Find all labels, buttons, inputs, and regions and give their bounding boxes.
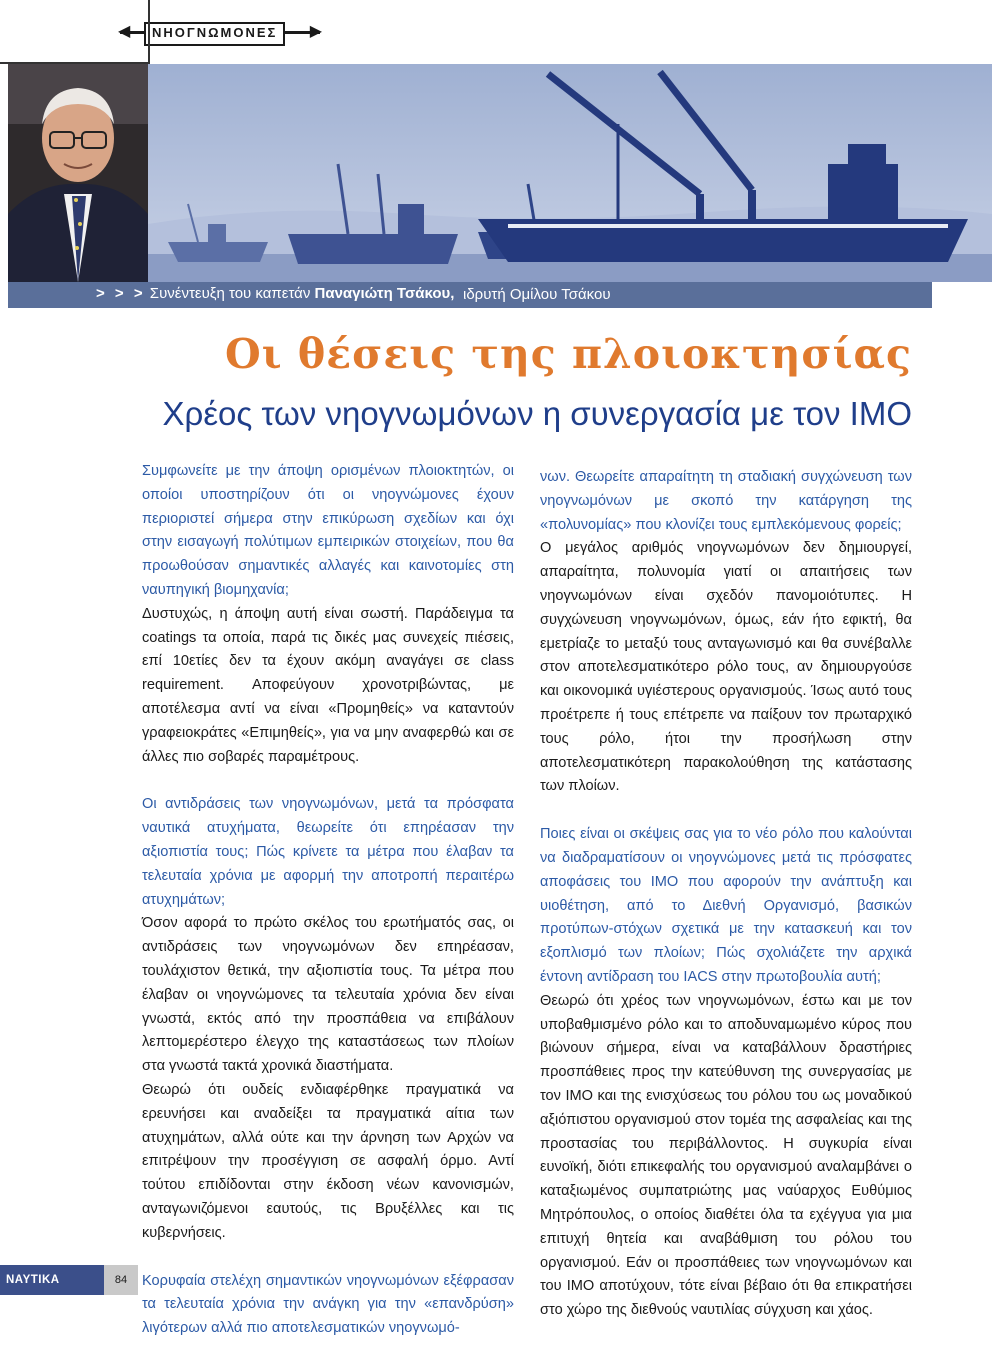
caption-name: Παναγιώτη Τσάκου, bbox=[314, 285, 455, 302]
caption-arrows: > > > bbox=[96, 285, 146, 302]
page-number: 84 bbox=[104, 1265, 138, 1295]
header-divider bbox=[148, 0, 150, 62]
caption-strip bbox=[8, 282, 932, 308]
question-2: Οι αντιδράσεις των νηογνωμόνων, μετά τα πρόσφατα ναυτικά ατυχήματα, θεωρείτε ότι επηρέασαν την αξιοπιστία τους; Πώς κρίνετε τα μέτρα που έλαβαν τα τελευταία χρόνια με αφορμή την αποτροπή περαιτέρω ατυχημάτων; bbox=[142, 796, 514, 908]
magazine-name: ΝΑΥΤΙΚΑ ΧΡΟΝΙΚΑ bbox=[0, 1265, 110, 1295]
caption-prefix bbox=[96, 285, 454, 302]
arrow-right-icon: ▶ bbox=[309, 23, 322, 40]
question-1: Συμφωνείτε με την άποψη ορισμένων πλοιοκτητών, οι οποίοι υποστηρίζουν ότι οι νηογνώμονες έχουν περιοριστεί σήμερα στην επικύρωση σχεδίων και όχι στην εισαγωγή πολύτιμων εμπειρικών στοιχείων, που θα προωθούσαν σημαντικές αλλαγές και καινοτομίες στη ναυπηγική βιομηχανία; bbox=[142, 463, 514, 598]
section-label: ΝΗΟΓΝΩΜΟΝΕΣ bbox=[144, 22, 285, 46]
answer-2-part-1: Όσον αφορά το πρώτο σκέλος του ερωτήματός σας, οι αντιδράσεις των νηογνωμόνων δεν επηρέασαν, τουλάχιστον θετικά, την αξιοπιστία τους. Τα μέτρα που έλαβαν οι νηογνώμονες τα τελευταία χρόνια δεν είναι γνωστά, εκτός από την προσπάθεια να επιβάλουν λεπτομερέστερο έλεγχο της καταστάσεως των πλοίων στα γνωστά τακτά χρονικά διαστήματα. bbox=[142, 915, 514, 1075]
question-3: Κορυφαία στελέχη σημαντικών νηογνωμόνων εξέφρασαν τα τελευταία χρόνια την ανάγκη για την «επανδρύση» λιγότερων αλλά πιο αποτελεσματικών νηογνωμό- bbox=[142, 1272, 514, 1337]
page-footer bbox=[0, 1265, 140, 1316]
question-4: Ποιες είναι οι σκέψεις σας για το νέο ρόλο που καλούνται να διαδραματίσουν οι νηογνώμονες μετά τις πρόσφατες αποφάσεις του IMO που αφορούν την ανάπτυξη και υιοθέτηση, από το Διεθνή Οργανισμό, βασικών προτύπων-στόχων σχετικά με την κατασκευή και τον εξοπλισμό των πλοίων; Πώς σχολιάζετε την αρχικά έντονη αντίδραση του IACS στην πρωτοβουλία αυτή; bbox=[540, 826, 912, 985]
answer-3: Ο μεγάλος αριθμός νηογνωμόνων δεν δημιουργεί, απαραίτητα, πολυνομία γιατί οι απαιτήσεις των νηογνωμόνων είναι σχεδόν πανομοιότυπες. Η συγχώνευση νηογνωμόνων, όμως, εάν ήτο εφικτή, θα εμετρίαζε το μεταξύ τους ανταγωνισμό και θα συνέβαλλε στον αποτελεσματικότερο ρόλο τους, αν δημιουργούσε και οικονομικά υγιέστερους οργανισμούς. Ίσως αυτό τους πρoέτρεπε ή τους επέτρεπε να παίξουν τον πρωταρχικό τους ρόλο, ήτοι την προσήλωση στην αποτελεσματικότερη παρακολούθηση της κατάστασης των πλοίων. bbox=[540, 540, 912, 795]
right-column bbox=[540, 466, 912, 1323]
left-column bbox=[142, 460, 514, 1341]
caption-intro: Συνέντευξη του καπετάν bbox=[149, 285, 311, 302]
port-banner-image bbox=[148, 64, 992, 282]
section-tag bbox=[120, 22, 320, 42]
question-3-continued: νων. Θεωρείτε απαραίτητη τη σταδιακή συγχώνευση των νηογνωμόνων με σκοπό την κατάργηση της «πολυνομίας» που κλονίζει τους εμπλεκόμενους φορείς; bbox=[540, 469, 912, 533]
caption-role: ιδρυτή Ομίλου Τσάκου bbox=[463, 286, 611, 303]
article-subtitle: Χρέος των νηογνωμόνων η συνεργασία με τον ΙΜΟ bbox=[162, 395, 912, 432]
interviewee-portrait bbox=[8, 64, 148, 282]
arrow-left-icon: ◀ bbox=[118, 23, 131, 40]
article-title: Οι θέσεις της πλοιοκτησίας bbox=[225, 330, 912, 378]
answer-4: Θεωρώ ότι χρέος των νηογνωμόνων, έστω και με τον υποβαθμισμένο ρόλο και το αποδυναμωμένο κύρος που βιώνουν σήμερα, είναι να καταβάλλουν δραστήριες προσπάθειες προς την κατεύθυνση της συνεργασίας με τον IMO και της ενισχύσεως του ρόλου του ως μοναδικού αξιόπιστου οργανισμού στον τομέα της ασφαλείας και της προστασίας του περιβάλλοντος. Η συγκυρία είναι ευνοϊκή, διότι επικεφαλής του οργανισμού αναλαμβάνει ο καταξιωμένος συμπατριώτης μας ναύαρχος Ευθύμιος Μητρόπουλος, ο οποίος διαθέτει όλα τα εχέγγυα για μια επιτυχή θητεία και αναβάθμιση του ρόλου του οργανισμού. Εάν οι προσπάθειες των νηογνωμόνων και του IMO αποτύχουν, τότε είναι βέβαιο ότι θα επικρατήσει στο χώρο της διεθνούς ναυτιλίας σύγχυση και χάος. bbox=[540, 992, 912, 1319]
answer-2-part-2: Θεωρώ ότι ουδείς ενδιαφέρθηκε πραγματικά να ερευνήσει και αναδείξει τα πραγματικά αίτια των ατυχημάτων, αλλά ούτε και την άρνηση των Αρχών να επιτρέψουν την προσέγγιση σε ασφαλή όρμο. Αντί τούτου επιδίδονται στην έκδοση νέων κανονισμών, ανταγωνιζόμενοι εαυτούς, τις Βρυξέλλες και τις κυβερνήσεις. bbox=[142, 1081, 514, 1241]
answer-1: Δυστυχώς, η άποψη αυτή είναι σωστή. Παράδειγμα τα coatings τα οποία, παρά τις δικές μας συνεχείς πιέσεις, επί 10ετίες δεν τα έχουν ακόμη αναγάγει σε class requirement. Αποφεύγουν χρονοτριβώντας, με αποτέλεσμα αντί να είναι «Προμηθείς» να καταντούν γραφειοκράτες «Επιμηθείς», για να μην αναφερθώ και σε άλλες πιο σοβαρές παραμέτρους. bbox=[142, 605, 514, 765]
